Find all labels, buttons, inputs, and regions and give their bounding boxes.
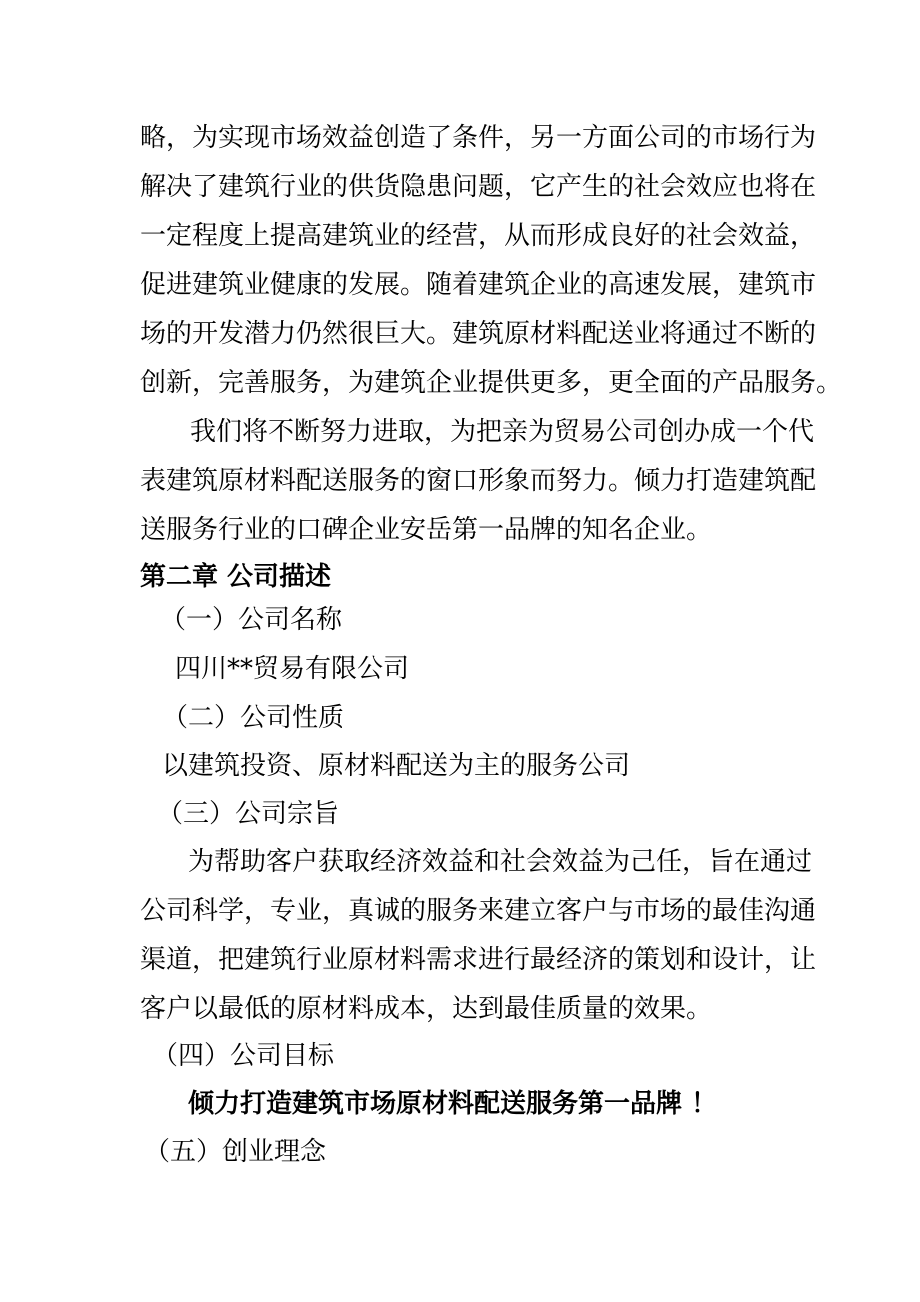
company-goal-slogan: 倾力打造建筑市场原材料配送服务第一品牌 ！ [188,1089,718,1119]
section-heading-company-nature: （二）公司性质 [162,703,345,733]
body-text-line: 为帮助客户获取经济效益和社会效益为己任，旨在通过 [188,847,813,877]
section-heading-company-purpose: （三）公司宗旨 [157,799,340,829]
body-text-line: 场的开发潜力仍然很巨大。建筑原材料配送业将通过不断的 [140,319,817,349]
section-heading-company-goal: （四）公司目标 [152,1041,335,1071]
body-text-line: 创新，完善服务，为建筑企业提供更多，更全面的产品服务。 [140,368,843,398]
chapter-title: 第二章 公司描述 [140,562,332,592]
section-heading-business-philosophy: （五）创业理念 [144,1137,327,1167]
body-text-line: 公司科学，专业，真诚的服务来建立客户与市场的最佳沟通 [140,896,817,926]
body-text-line: 一定程度上提高建筑业的经营，从而形成良好的社会效益， [140,221,817,251]
company-name-value: 四川**贸易有限公司 [175,654,410,684]
body-text-line: 略，为实现市场效益创造了条件，另一方面公司的市场行为 [140,123,817,153]
section-heading-company-name: （一）公司名称 [160,605,343,635]
body-text-line: 解决了建筑行业的供货隐患问题，它产生的社会效应也将在 [140,172,817,202]
body-text-line: 我们将不断努力进取，为把亲为贸易公司创办成一个代 [190,417,815,447]
body-text-line: 送服务行业的口碑企业安岳第一品牌的知名企业。 [140,515,713,545]
body-text-line: 客户以最低的原材料成本，达到最佳质量的效果。 [140,994,713,1024]
body-text-line: 表建筑原材料配送服务的窗口形象而努力。倾力打造建筑配 [140,466,817,496]
body-text-line: 渠道，把建筑行业原材料需求进行最经济的策划和设计，让 [140,945,817,975]
company-nature-value: 以建筑投资、原材料配送为主的服务公司 [162,751,631,781]
body-text-line: 促进建筑业健康的发展。随着建筑企业的高速发展，建筑市 [140,270,817,300]
